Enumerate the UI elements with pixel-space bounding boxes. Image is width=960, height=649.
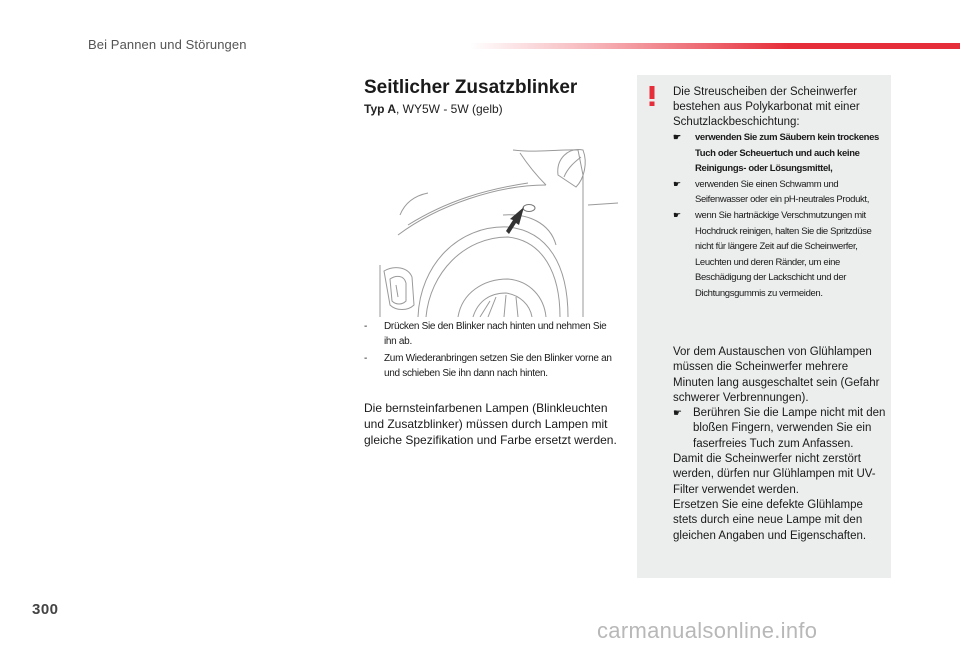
uv-filter-note: Damit die Scheinwerfer nicht zerstört werden, dürfen nur Glühlampen mit UV-Filter verwendet werden.	[673, 453, 876, 496]
watermark: carmanualsonline.info	[597, 618, 818, 643]
cooling-note: Vor dem Austauschen von Glühlampen müssen die Scheinwerfer mehrere Minuten lang ausgeschaltet sein (Gefahr schwerer Verbrennungen).	[673, 346, 880, 404]
side-repeater-illustration	[378, 145, 618, 317]
pointer-icon: ☛	[673, 178, 681, 189]
bullet-text: Berühren Sie die Lampe nicht mit den bloßen Fingern, verwenden Sie ein faserfreies Tuch zum Anfassen.	[693, 407, 886, 450]
list-item	[364, 319, 619, 349]
list-item	[673, 208, 887, 302]
pointer-icon: ☛	[673, 209, 681, 220]
list-item	[673, 177, 887, 208]
bulb-type-label: Typ A	[364, 102, 396, 116]
section-title: Seitlicher Zusatzblinker	[364, 77, 578, 98]
step-bullet: -	[364, 321, 368, 332]
pointer-icon: ☛	[673, 132, 681, 142]
bullet-text: wenn Sie hartnäckige Verschmutzungen mit Hochdruck reinigen, halten Sie die Spritzdüse nicht für längere Zeit auf die Scheinwerfer, Leuchten und deren Ränder, um eine Beschädigung der Lackschicht und der Dichtungsgummis zu vermeiden.	[695, 209, 872, 299]
bullet-text: verwenden Sie zum Säubern kein trockenes Tuch oder Scheuertuch und auch keine Reinigungs- oder Lösungsmittel,	[695, 132, 879, 175]
page-number: 300	[32, 601, 59, 618]
step-text: Drücken Sie den Blinker nach hinten und nehmen Sie ihn ab.	[384, 321, 607, 347]
replacement-note: Ersetzen Sie eine defekte Glühlampe stets durch eine neue Lampe mit den gleichen Angaben und Eigenschaften.	[673, 498, 867, 542]
cleaning-instructions	[673, 130, 887, 302]
header-accent-bar	[470, 43, 960, 49]
amber-lamps-note: Die bernsteinfarbenen Lampen (Blinkleuchten und Zusatzblinker) müssen durch Lampen mit gleiche Spezifikation und Farbe ersetzt werden.	[364, 401, 617, 447]
list-item	[673, 406, 887, 452]
bulb-replacement-notes	[673, 345, 887, 544]
step-text: Zum Wiederanbringen setzen Sie den Blinker vorne an und schieben Sie ihn dann nach hinten.	[384, 353, 612, 379]
bulb-type-line	[364, 102, 503, 116]
bulb-type-spec: , WY5W - 5W (gelb)	[396, 102, 503, 116]
list-item	[364, 351, 619, 381]
step-bullet: -	[364, 353, 368, 364]
pointer-icon: ☛	[673, 408, 682, 420]
procedure-steps	[364, 319, 619, 383]
chapter-title: Bei Pannen und Störungen	[88, 37, 247, 52]
polycarbonate-intro: Die Streuscheiben der Scheinwerfer bestehen aus Polykarbonat mit einer Schutzlackbeschichtung:	[673, 86, 860, 128]
exclamation-icon	[648, 86, 656, 106]
bullet-text: verwenden Sie einen Schwamm und Seifenwasser oder ein pH-neutrales Produkt,	[695, 178, 869, 206]
list-item	[673, 130, 887, 177]
